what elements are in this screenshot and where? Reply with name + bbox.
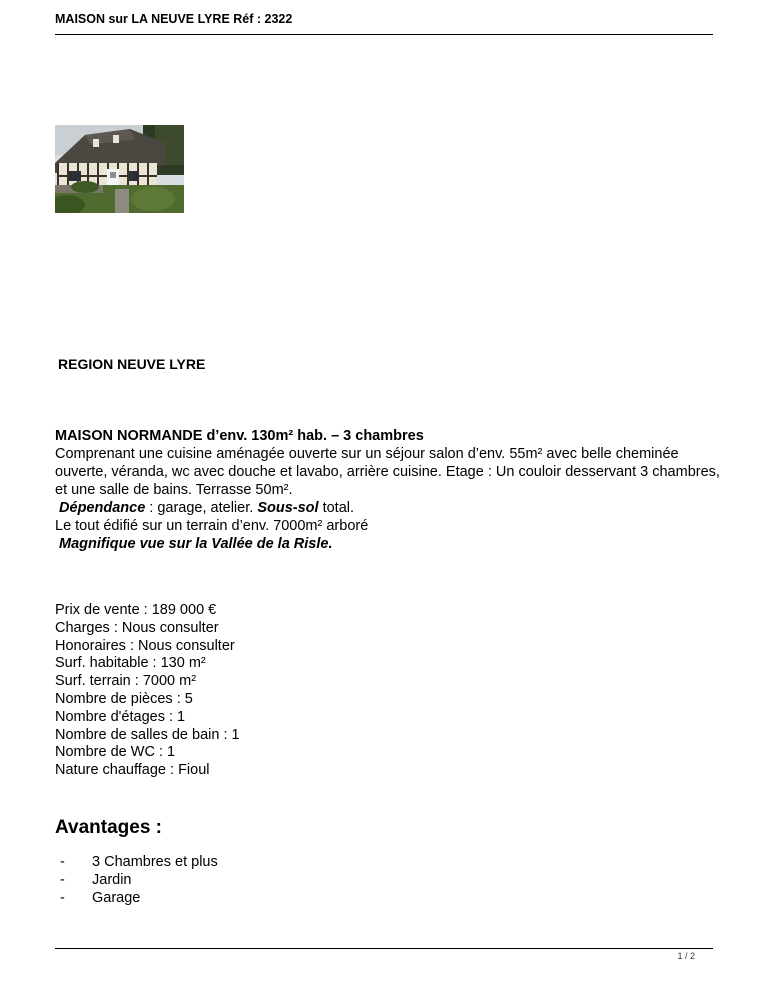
dependance-line [55, 499, 720, 517]
avantages-heading: Avantages : [55, 817, 162, 838]
spec-living-area: Surf. habitable : 130 m² [55, 655, 206, 672]
region-heading: REGION NEUVE LYRE [58, 356, 206, 372]
list-item-label: 3 Chambres et plus [92, 854, 218, 870]
spec-bathrooms: Nombre de salles de bain : 1 [55, 726, 240, 743]
view-line [55, 535, 720, 553]
list-item-label: Garage [92, 890, 141, 906]
dependance-text: : garage, atelier. [145, 500, 258, 516]
list-item [60, 871, 218, 889]
avantages-list [60, 853, 218, 907]
list-item [60, 853, 218, 871]
footer-divider [55, 948, 713, 949]
spec-charges: Charges : Nous consulter [55, 619, 219, 636]
view-text: Magnifique vue sur la Vallée de la Risle. [59, 536, 333, 552]
spec-fees: Honoraires : Nous consulter [55, 637, 235, 654]
page-number: 1 / 2 [677, 951, 695, 961]
bullet-dash: - [60, 854, 65, 870]
soussol-label: Sous-sol [257, 500, 319, 516]
list-item [60, 889, 218, 907]
spec-floors: Nombre d'étages : 1 [55, 708, 186, 725]
list-item-label: Jardin [92, 872, 132, 888]
bullet-dash: - [60, 890, 65, 906]
description-heading: MAISON NORMANDE d’env. 130m² hab. – 3 chambres [55, 428, 424, 444]
spec-wc: Nombre de WC : 1 [55, 744, 176, 761]
bullet-dash: - [60, 872, 65, 888]
description-text: Comprenant une cuisine aménagée ouverte sur un séjour salon d’env. 55m² avec belle cheminée ouverte, véranda, wc avec douche et lavabo, arrière cuisine. Etage : Un couloir desservant 3 chambres, et une salle de bains. Terrasse 50m². [55, 446, 720, 498]
property-description [55, 427, 720, 553]
property-specs [55, 602, 240, 780]
page-header-title: MAISON sur LA NEUVE LYRE Réf : 2322 [55, 12, 293, 26]
terrain-line: Le tout édifié sur un terrain d’env. 7000m² arboré [55, 518, 369, 534]
spec-price: Prix de vente : 189 000 € [55, 602, 217, 618]
dependance-label: Dépendance [59, 500, 146, 516]
house-photo [55, 125, 184, 213]
spec-land-area: Surf. terrain : 7000 m² [55, 673, 197, 690]
soussol-text: total. [318, 500, 355, 516]
spec-heating: Nature chauffage : Fioul [55, 762, 210, 779]
spec-rooms: Nombre de pièces : 5 [55, 690, 193, 707]
header-divider [55, 34, 713, 35]
